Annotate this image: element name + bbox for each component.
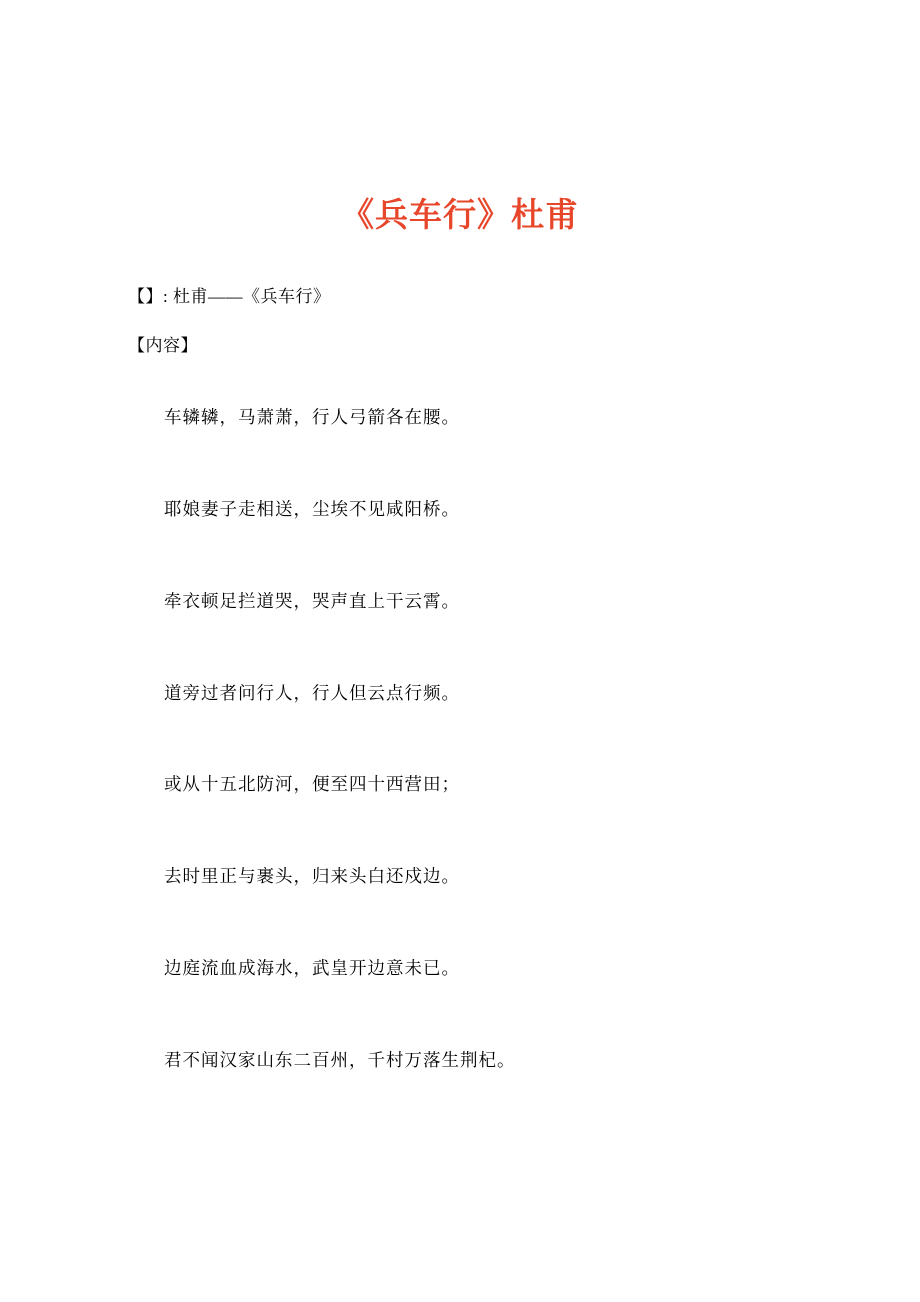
page-title: 《兵车行》杜甫 — [341, 196, 579, 233]
content-section-label: 【内容】 — [128, 336, 198, 356]
poem-body — [128, 403, 792, 1075]
poem-line: 君不闻汉家山东二百州，千村万落生荆杞。 — [164, 1049, 516, 1070]
poem-line: 边庭流血成海水，武皇开边意未已。 — [164, 957, 460, 978]
poem-line: 去时里正与裹头，归来头白还戍边。 — [164, 866, 460, 887]
poem-line: 牵衣顿足拦道哭，哭声直上干云霄。 — [164, 590, 460, 611]
poem-line: 耶娘妻子走相送，尘埃不见咸阳桥。 — [164, 499, 460, 520]
poem-line: 或从十五北防河，便至四十西营田； — [164, 774, 460, 795]
poem-line: 车辚辚，马萧萧，行人弓箭各在腰。 — [164, 407, 460, 428]
poem-line: 道旁过者问行人，行人但云点行频。 — [164, 682, 460, 703]
author-attribution-line: 【】: 杜甫——《兵车行》 — [128, 286, 331, 306]
